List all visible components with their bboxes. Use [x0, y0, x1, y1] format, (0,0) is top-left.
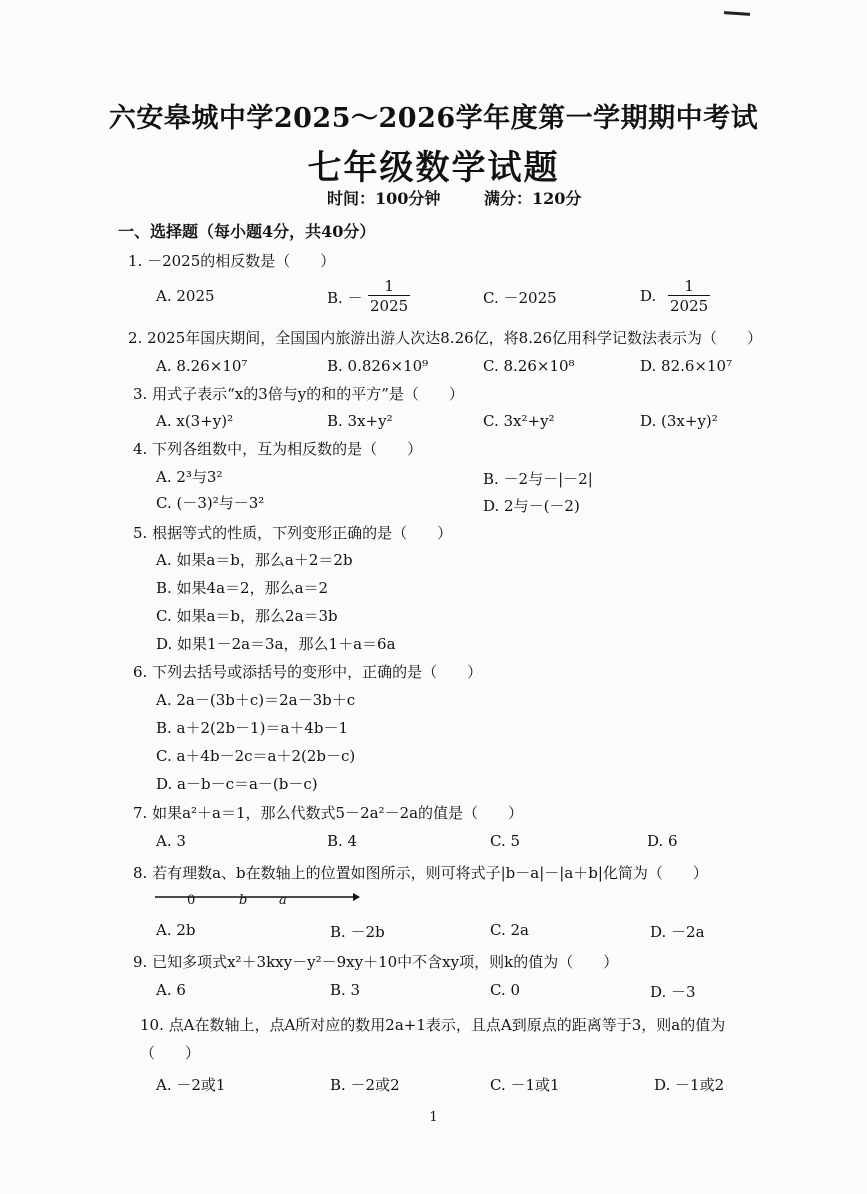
question-2-option-d: D. 82.6×10⁷	[640, 357, 733, 375]
question-7-option-d: D. 6	[647, 832, 678, 850]
question-6-stem: 6. 下列去括号或添括号的变形中，正确的是（ ）	[133, 663, 483, 681]
question-8-option-d: D. －2a	[650, 923, 705, 941]
question-4-option-c: C. (－3)²与－3²	[156, 494, 265, 512]
question-5-stem: 5. 根据等式的性质，下列变形正确的是（ ）	[133, 524, 453, 542]
question-6-option-c: C. a＋4b－2c＝a＋2(2b－c)	[156, 747, 356, 765]
question-7-option-a: A. 3	[156, 832, 186, 850]
question-3-stem: 3. 用式子表示“x的3倍与y的和的平方”是（ ）	[133, 385, 464, 403]
question-9-option-c: C. 0	[490, 981, 521, 999]
question-3-option-a: A. x(3+y)²	[156, 412, 234, 430]
question-7-option-b: B. 4	[327, 832, 358, 850]
question-6-option-d: D. a－b－c＝a－(b－c)	[156, 775, 318, 793]
question-9-option-a: A. 6	[156, 981, 186, 999]
question-10-stem: 10. 点A在数轴上，点A所对应的数用2a+1表示，且点A到原点的距离等于3，则a的值为	[140, 1016, 726, 1034]
exam-title: 六安皋城中学2025～2026学年度第一学期期中考试	[108, 103, 759, 134]
question-4-option-d: D. 2与－(－2)	[483, 497, 580, 515]
question-5-option-d: D. 如果1－2a＝3a，那么1＋a＝6a	[156, 635, 396, 653]
number-line-axis	[155, 892, 360, 902]
question-2-option-a: A. 8.26×10⁷	[156, 357, 248, 375]
question-8-option-c: C. 2a	[490, 921, 529, 939]
number-line-label-b: b	[239, 893, 248, 908]
question-7-stem: 7. 如果a²＋a＝1，那么代数式5－2a²－2a的值是（ ）	[133, 804, 524, 822]
question-1-option-d-fraction	[668, 277, 710, 316]
number-line	[155, 887, 360, 897]
number-line-label-zero: 0	[187, 893, 196, 908]
question-10-option-a: A. －2或1	[156, 1076, 226, 1094]
page-number: 1	[429, 1110, 438, 1125]
exam-score: 满分：120分	[484, 189, 582, 208]
question-7-option-c: C. 5	[490, 832, 521, 850]
number-line-label-a: a	[279, 893, 287, 908]
question-5-option-a: A. 如果a＝b，那么a＋2＝2b	[156, 551, 353, 569]
fraction-numerator: 1	[684, 277, 694, 295]
exam-subtitle: 七年级数学试题	[307, 148, 560, 188]
question-5-option-c: C. 如果a＝b，那么2a＝3b	[156, 607, 338, 625]
question-10-option-b: B. －2或2	[330, 1076, 400, 1094]
question-8-stem: 8. 若有理数a、b在数轴上的位置如图所示，则可将式子|b－a|－|a＋b|化简为（ ）	[133, 864, 708, 882]
scan-mark	[724, 11, 750, 16]
question-1-option-a: A. 2025	[156, 287, 215, 305]
question-9-option-d: D. －3	[650, 983, 696, 1001]
question-8-option-b: B. －2b	[330, 923, 385, 941]
question-9-option-b: B. 3	[330, 981, 361, 999]
question-4-option-a: A. 2³与3²	[156, 468, 223, 486]
fraction-denominator: 2025	[670, 297, 709, 315]
question-1-option-d: D.	[640, 287, 657, 305]
question-2-option-c: C. 8.26×10⁸	[483, 357, 575, 375]
exam-time: 时间：100分钟	[327, 189, 441, 208]
question-6-option-b: B. a＋2(2b－1)＝a＋4b－1	[156, 719, 349, 737]
question-3-option-d: D. (3x+y)²	[640, 412, 718, 430]
question-1-option-c: C. －2025	[483, 289, 557, 307]
fraction-denominator: 2025	[370, 297, 409, 315]
question-1-option-b-fraction	[368, 277, 410, 316]
question-2-option-b: B. 0.826×10⁹	[327, 357, 429, 375]
question-10-option-d: D. －1或2	[654, 1076, 725, 1094]
question-3-option-c: C. 3x²+y²	[483, 412, 555, 430]
question-1-stem: 1. －2025的相反数是（ ）	[128, 252, 336, 270]
question-6-option-a: A. 2a－(3b＋c)＝2a－3b＋c	[156, 691, 356, 709]
question-9-stem: 9. 已知多项式x²＋3kxy－y²－9xy＋10中不含xy项，则k的值为（ ）	[133, 953, 619, 971]
fraction-numerator: 1	[384, 277, 394, 295]
question-10-option-c: C. －1或1	[490, 1076, 560, 1094]
question-10-stem-continued: （ ）	[140, 1044, 201, 1062]
question-2-stem: 2. 2025年国庆期间，全国国内旅游出游人次达8.26亿，将8.26亿用科学记数法表示为（ ）	[128, 329, 763, 347]
question-5-option-b: B. 如果4a＝2，那么a＝2	[156, 579, 329, 597]
question-8-option-a: A. 2b	[156, 921, 196, 939]
section-heading: 一、选择题（每小题4分，共40分）	[118, 222, 376, 241]
question-3-option-b: B. 3x+y²	[327, 412, 393, 430]
question-4-option-b: B. －2与－|－2|	[483, 470, 593, 488]
question-4-stem: 4. 下列各组数中，互为相反数的是（ ）	[133, 440, 423, 458]
question-1-option-b: B. －	[327, 289, 363, 307]
